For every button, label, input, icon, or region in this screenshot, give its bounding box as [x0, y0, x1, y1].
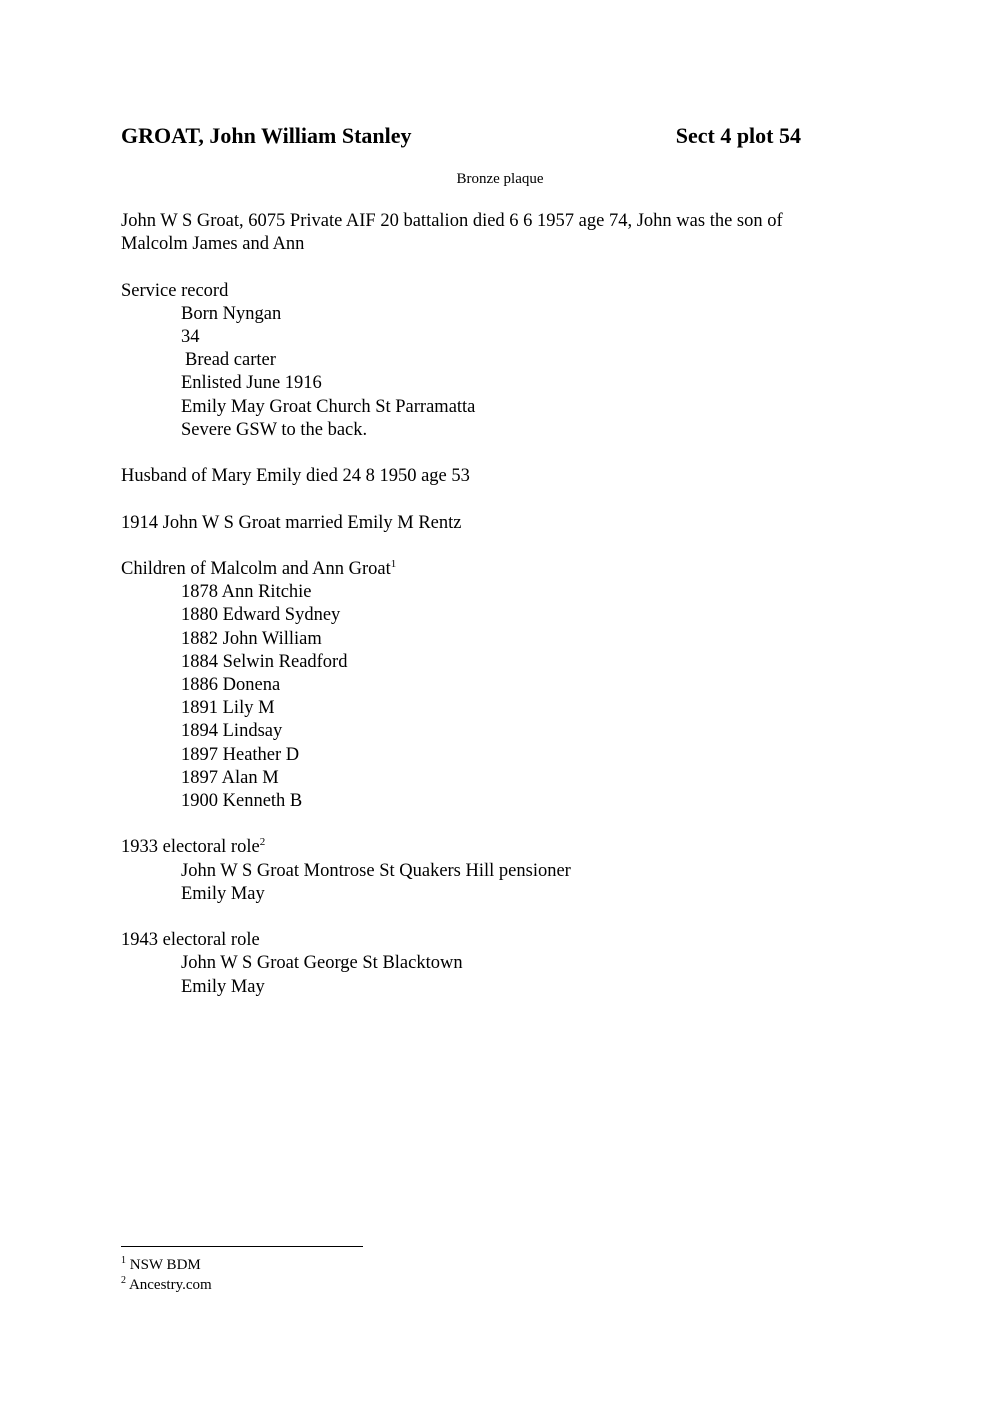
plot-location: Sect 4 plot 54 [675, 123, 801, 148]
electoral-1943-section [121, 929, 861, 999]
electoral-1933-section [121, 836, 861, 906]
electoral-item: Emily May [181, 976, 265, 997]
plaque-type: Bronze plaque [456, 171, 544, 187]
electoral-1933-heading: 1933 electoral role [121, 837, 260, 858]
service-record-section [121, 280, 861, 442]
intro-line-2: Malcolm James and Ann [121, 234, 305, 255]
service-item: Born Nyngan [181, 303, 282, 324]
footnote-item [121, 1275, 212, 1295]
footnotes [121, 1255, 212, 1295]
child-item: 1886 Donena [181, 675, 281, 695]
child-item: 1882 John William [181, 628, 322, 649]
electoral-item: John W S Groat George St Blacktown [181, 953, 463, 974]
footnote-text: Ancestry.com [128, 1277, 212, 1293]
children-heading: Children of Malcolm and Ann Groat [121, 558, 391, 579]
electoral-1943-heading: 1943 electoral role [121, 930, 260, 951]
child-item: 1878 Ann Ritchie [181, 582, 312, 603]
husband-line: Husband of Mary Emily died 24 8 1950 age 53 [121, 466, 470, 487]
footnote-number: 2 [121, 1275, 126, 1286]
document-body [121, 210, 861, 1022]
footnote-item [121, 1255, 212, 1275]
intro-line-1: John W S Groat, 6075 Private AIF 20 battalion died 6 6 1957 age 74, John was the son of [121, 211, 783, 231]
electoral-item: Emily May [181, 883, 265, 904]
child-item: 1880 Edward Sydney [181, 605, 341, 626]
footnote-ref[interactable]: 1 [390, 557, 397, 570]
service-item: Bread carter [185, 350, 276, 371]
intro-paragraph [121, 210, 861, 256]
electoral-item: John W S Groat Montrose St Quakers Hill pensioner [181, 860, 571, 881]
children-section [121, 558, 861, 813]
service-record-heading: Service record [121, 280, 229, 301]
child-item: 1891 Lily M [181, 698, 275, 719]
child-item: 1900 Kenneth B [181, 791, 303, 812]
service-item: Emily May Groat Church St Parramatta [181, 396, 476, 417]
service-item: 34 [181, 327, 200, 347]
footnote-ref[interactable]: 2 [259, 836, 266, 849]
service-item: Enlisted June 1916 [181, 373, 322, 394]
footnote-text: NSW BDM [129, 1257, 201, 1273]
child-item: 1897 Alan M [181, 767, 279, 788]
child-item: 1884 Selwin Readford [181, 651, 348, 672]
service-item: Severe GSW to the back. [181, 419, 368, 440]
child-item: 1897 Heather D [181, 744, 300, 765]
footnote-number: 1 [121, 1255, 126, 1266]
child-item: 1894 Lindsay [181, 721, 283, 742]
footnote-divider [121, 1246, 363, 1247]
person-name: GROAT, John William Stanley [121, 123, 412, 148]
marriage-line: 1914 John W S Groat married Emily M Rentz [121, 512, 462, 533]
